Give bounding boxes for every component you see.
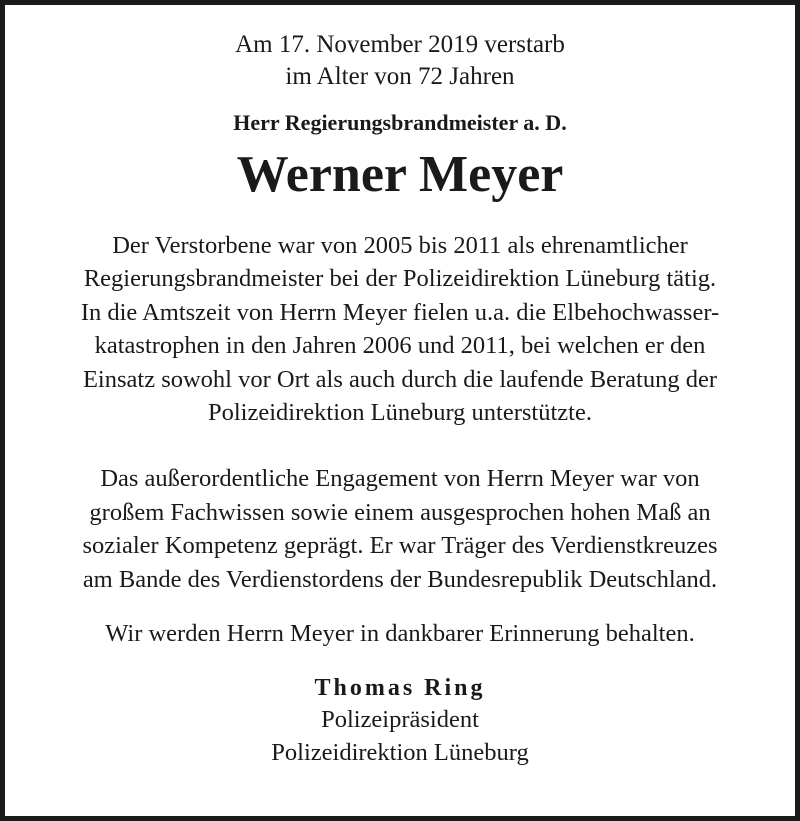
intro-block — [5, 29, 795, 93]
paragraph-line: Das außerordentliche Engagement von Herrn Meyer war von — [100, 465, 700, 493]
paragraph-engagement — [5, 462, 795, 596]
signer-name: Thomas Ring — [314, 675, 486, 702]
paragraph-line: katastrophen in den Jahren 2006 und 2011, bei welchen er den — [94, 332, 706, 360]
obituary-notice — [5, 5, 795, 769]
paragraph-career — [5, 229, 795, 429]
intro-date-line: Am 17. November 2019 verstarb — [235, 31, 565, 58]
paragraph-line: Der Verstorbene war von 2005 bis 2011 als ehrenamtlicher — [112, 232, 688, 259]
deceased-name: Werner Meyer — [236, 146, 564, 203]
paragraph-line: Einsatz sowohl vor Ort als auch durch die laufende Beratung der — [82, 365, 718, 393]
closing-sentence: Wir werden Herrn Meyer in dankbarer Erinnerung behalten. — [105, 620, 695, 648]
paragraph-line: großem Fachwissen sowie einem ausgesprochen hohen Maß an — [89, 498, 711, 526]
intro-age-line: im Alter von 72 Jahren — [285, 63, 515, 90]
signer-organization: Polizeidirektion Lüneburg — [271, 739, 529, 767]
signer-title: Polizeipräsident — [321, 706, 479, 734]
paragraph-line: am Bande des Verdienstordens der Bundesrepublik Deutschland. — [82, 565, 718, 593]
rank-title: Herr Regierungsbrandmeister a. D. — [233, 110, 567, 135]
paragraph-line: In die Amtszeit von Herrn Meyer fielen u.a. die Elbehochwasser- — [80, 298, 720, 326]
paragraph-line: Polizeidirektion Lüneburg unterstützte. — [208, 399, 592, 427]
paragraph-line: Regierungsbrandmeister bei der Polizeidirektion Lüneburg tätig. — [83, 265, 717, 293]
paragraph-line: sozialer Kompetenz geprägt. Er war Träger des Verdienstkreuzes — [82, 532, 718, 560]
